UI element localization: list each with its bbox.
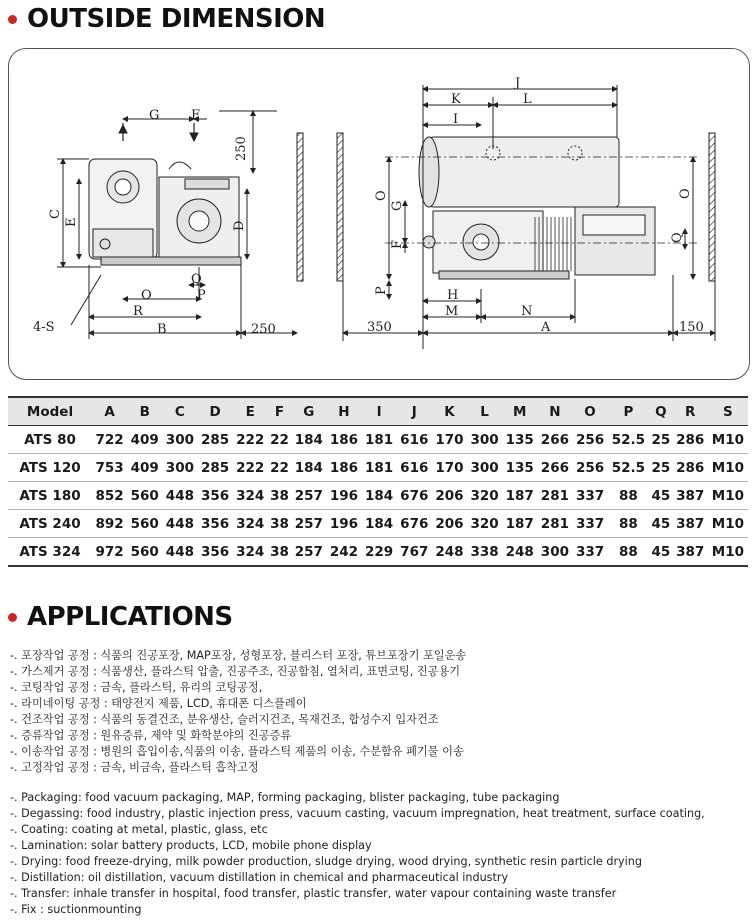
value-cell: 300 (470, 459, 499, 476)
header-l: L (480, 403, 489, 420)
table-row (8, 510, 748, 538)
table-header-row (8, 397, 748, 426)
value-cell: 409 (130, 459, 159, 476)
applications-korean (10, 648, 750, 776)
dim-label-F: F (191, 108, 201, 123)
value-cell: 187 (505, 487, 534, 504)
dim-label-E: E (64, 217, 79, 227)
value-cell: 184 (294, 431, 323, 448)
value-cell: 170 (435, 459, 464, 476)
list-item: -. Drying: food freeze-drying, milk powder production, sludge drying, wood drying, synthetic resin particle drying (10, 855, 642, 868)
list-item: -. 증류작업 공정 : 원유증류, 제약 및 화학분야의 진공증류 (10, 729, 292, 742)
value-cell: 300 (165, 459, 194, 476)
value-cell: 184 (365, 487, 394, 504)
value-cell: 52.5 (611, 459, 646, 476)
value-cell: 560 (130, 543, 159, 560)
header-p: P (623, 403, 634, 420)
header-model: Model (26, 403, 74, 420)
list-item: -. 코팅작업 공정 : 금속, 플라스틱, 유리의 코팅공정, (10, 681, 263, 694)
value-cell: 196 (329, 487, 359, 504)
dim-label-C: C (48, 209, 63, 219)
value-cell: 286 (676, 459, 705, 476)
header-g: G (303, 403, 315, 420)
value-cell: 448 (165, 543, 194, 560)
header-a: A (104, 403, 115, 420)
value-cell: 338 (470, 543, 499, 560)
value-cell: 616 (400, 431, 429, 448)
dim-label-G: G (149, 108, 160, 123)
value-cell: 286 (676, 431, 705, 448)
header-c: C (174, 403, 185, 420)
value-cell: 257 (294, 515, 323, 532)
dim-label-I: I (453, 112, 459, 127)
header-j: J (411, 403, 417, 420)
value-cell: M10 (711, 543, 744, 560)
dim-label-Q: Q (191, 272, 202, 287)
header-r: R (684, 403, 696, 420)
value-cell: 320 (470, 515, 499, 532)
dim-label-4-S: 4-S (33, 320, 55, 335)
value-cell: 285 (200, 459, 230, 476)
value-cell: 135 (505, 459, 534, 476)
table-row (8, 538, 748, 567)
end-view (57, 111, 343, 339)
value-cell: 135 (505, 431, 534, 448)
dim-label-L: L (523, 92, 532, 107)
value-cell: 248 (435, 543, 464, 560)
value-cell: M10 (711, 515, 744, 532)
value-cell: 181 (365, 431, 394, 448)
header-n: N (549, 403, 561, 420)
value-cell: 22 (270, 431, 289, 448)
list-item: -. 고정작업 공정 : 금속, 비금속, 플라스틱 흡착고정 (10, 761, 259, 774)
value-cell: 25 (651, 431, 671, 448)
oil-tank (429, 137, 619, 207)
dim-label-Q-side: Q (670, 232, 685, 243)
value-cell: 206 (435, 515, 464, 532)
dim-label-A: A (541, 320, 551, 335)
value-cell: 229 (365, 543, 394, 560)
value-cell: 45 (651, 515, 671, 532)
value-cell: 38 (270, 543, 289, 560)
value-cell: 972 (95, 543, 124, 560)
value-cell: 181 (365, 459, 394, 476)
dim-label-O-right: O (678, 188, 693, 199)
value-cell: 337 (575, 543, 605, 560)
value-cell: 320 (470, 487, 499, 504)
value-cell: 222 (236, 431, 265, 448)
value-cell: 337 (575, 487, 605, 504)
wall-hatch-right (709, 133, 715, 281)
value-cell: 38 (270, 487, 289, 504)
list-item: -. Lamination: solar battery products, LCD, mobile phone display (10, 839, 372, 852)
list-item: -. 라미네이팅 공정 : 태양전지 제품, LCD, 휴대폰 디스플레이 (10, 697, 307, 710)
header-q: Q (655, 403, 667, 420)
value-cell: 25 (651, 459, 671, 476)
value-cell: 184 (294, 459, 323, 476)
wall-hatch-middle (337, 133, 343, 281)
value-cell: 186 (329, 431, 359, 448)
list-item: -. Distillation: oil distillation, vacuum distillation in chemical and pharmaceutical industry (10, 871, 509, 884)
value-cell: 767 (400, 543, 429, 560)
list-item: -. Packaging: food vacuum packaging, MAP, forming packaging, blister packaging, tube packaging (10, 791, 560, 804)
value-cell: 266 (540, 459, 569, 476)
dim-label-J: J (515, 76, 521, 91)
applications-english (10, 790, 750, 918)
value-cell: 387 (676, 543, 705, 560)
value-cell: 356 (200, 543, 230, 560)
header-h: H (338, 403, 350, 420)
value-cell: 852 (95, 487, 124, 504)
dim-label-250-vertical: 250 (234, 136, 249, 161)
dim-label-250-horizontal: 250 (251, 322, 276, 337)
value-cell: 616 (400, 459, 429, 476)
applications-list (10, 648, 750, 918)
dim-label-K: K (451, 92, 461, 107)
list-item: -. 이송작업 공정 : 병원의 흡입이송,식품의 이송, 플라스틱 제품의 이송, 수분함유 폐기물 이송 (10, 745, 464, 758)
value-cell: 242 (329, 543, 359, 560)
dim-label-F-side: F (390, 239, 405, 249)
value-cell: M10 (711, 487, 744, 504)
value-cell: 257 (294, 543, 323, 560)
value-cell: 88 (619, 487, 638, 504)
value-cell: 300 (165, 431, 194, 448)
dim-label-150: 150 (679, 320, 704, 335)
model-cell: ATS 120 (19, 459, 81, 476)
table-row (8, 454, 748, 482)
value-cell: 753 (95, 459, 124, 476)
value-cell: 676 (400, 515, 429, 532)
header-s: S (723, 403, 733, 420)
value-cell: M10 (711, 431, 744, 448)
model-cell: ATS 324 (19, 543, 81, 560)
value-cell: 45 (651, 487, 671, 504)
list-item: -. Degassing: food industry, plastic injection press, vacuum casting, vacuum impregnation, heat treatment, surface coating, (10, 807, 705, 820)
list-item: -. 포장작업 공정 : 식품의 진공포장, MAP포장, 성형포장, 블리스터 포장, 튜브포장기 포일운송 (10, 649, 467, 662)
list-item: -. Coating: coating at metal, plastic, glass, etc (10, 823, 268, 836)
dim-label-P: P (197, 288, 206, 303)
value-cell: 248 (505, 543, 534, 560)
header-i: I (376, 403, 382, 420)
list-item: -. Fix : suctionmounting (10, 903, 142, 916)
value-cell: 266 (540, 431, 569, 448)
dimension-table (8, 396, 748, 567)
value-cell: 892 (95, 515, 124, 532)
heading-bullet (8, 613, 17, 622)
header-e: E (245, 403, 255, 420)
value-cell: 356 (200, 487, 230, 504)
value-cell: 256 (575, 459, 605, 476)
heading-bullet (8, 15, 17, 24)
value-cell: 22 (270, 459, 289, 476)
dim-label-M: M (445, 304, 459, 319)
value-cell: 206 (435, 487, 464, 504)
value-cell: 281 (540, 515, 569, 532)
outside-dimension-heading (8, 4, 325, 34)
table-body (8, 426, 748, 567)
value-cell: 184 (365, 515, 394, 532)
dim-label-H: H (447, 288, 459, 303)
dim-label-P-side: P (374, 286, 389, 295)
applications-title: APPLICATIONS (27, 602, 233, 632)
list-item: -. 가스제거 공정 : 식품생산, 플라스틱 압출, 진공주조, 진공함침, 열처리, 표면코팅, 진공용기 (10, 665, 461, 678)
dim-label-O-side: O (374, 190, 389, 201)
header-k: K (444, 403, 455, 420)
outside-dimension-title: OUTSIDE DIMENSION (27, 4, 326, 34)
value-cell: 88 (619, 543, 638, 560)
value-cell: 387 (676, 515, 705, 532)
value-cell: 324 (236, 515, 265, 532)
value-cell: 560 (130, 487, 159, 504)
table-row (8, 426, 748, 454)
value-cell: 387 (676, 487, 705, 504)
value-cell: 257 (294, 487, 323, 504)
value-cell: 186 (329, 459, 359, 476)
model-cell: ATS 180 (19, 487, 81, 504)
value-cell: 356 (200, 515, 230, 532)
dim-label-G-side: G (390, 200, 405, 211)
value-cell: 222 (236, 459, 265, 476)
technical-drawing (8, 48, 750, 380)
dim-label-D: D (232, 220, 247, 231)
value-cell: 52.5 (611, 431, 646, 448)
header-o: O (584, 403, 596, 420)
value-cell: 300 (470, 431, 499, 448)
model-cell: ATS 240 (19, 515, 81, 532)
value-cell: 38 (270, 515, 289, 532)
dim-label-B: B (157, 322, 167, 337)
value-cell: 560 (130, 515, 159, 532)
value-cell: 187 (505, 515, 534, 532)
header-b: B (139, 403, 150, 420)
value-cell: 285 (200, 431, 230, 448)
value-cell: 256 (575, 431, 605, 448)
list-item: -. Transfer: inhale transfer in hospital, food transfer, plastic transfer, water vapour containing waste transfer (10, 887, 617, 900)
dimension-drawing-svg (9, 49, 749, 379)
header-f: F (274, 403, 285, 420)
value-cell: 448 (165, 515, 194, 532)
value-cell: 300 (540, 543, 569, 560)
dim-label-R: R (133, 304, 143, 319)
value-cell: 45 (651, 543, 671, 560)
value-cell: 409 (130, 431, 159, 448)
value-cell: 676 (400, 487, 429, 504)
dim-label-350: 350 (367, 320, 392, 335)
value-cell: 281 (540, 487, 569, 504)
list-item: -. 건조작업 공정 : 식품의 동결건조, 분유생산, 슬러지건조, 목재건조, 합성수지 입자건조 (10, 713, 439, 726)
value-cell: 324 (236, 543, 265, 560)
table-row (8, 482, 748, 510)
value-cell: 722 (95, 431, 124, 448)
applications-heading (8, 602, 233, 632)
wall-hatch-left-view (297, 133, 303, 281)
header-m: M (513, 403, 527, 420)
value-cell: 337 (575, 515, 605, 532)
value-cell: 170 (435, 431, 464, 448)
model-cell: ATS 80 (24, 431, 76, 448)
value-cell: M10 (711, 459, 744, 476)
header-d: D (209, 403, 221, 420)
value-cell: 88 (619, 515, 638, 532)
dim-label-N: N (521, 304, 533, 319)
value-cell: 324 (236, 487, 265, 504)
value-cell: 448 (165, 487, 194, 504)
value-cell: 196 (329, 515, 359, 532)
dim-label-O: O (141, 288, 152, 303)
